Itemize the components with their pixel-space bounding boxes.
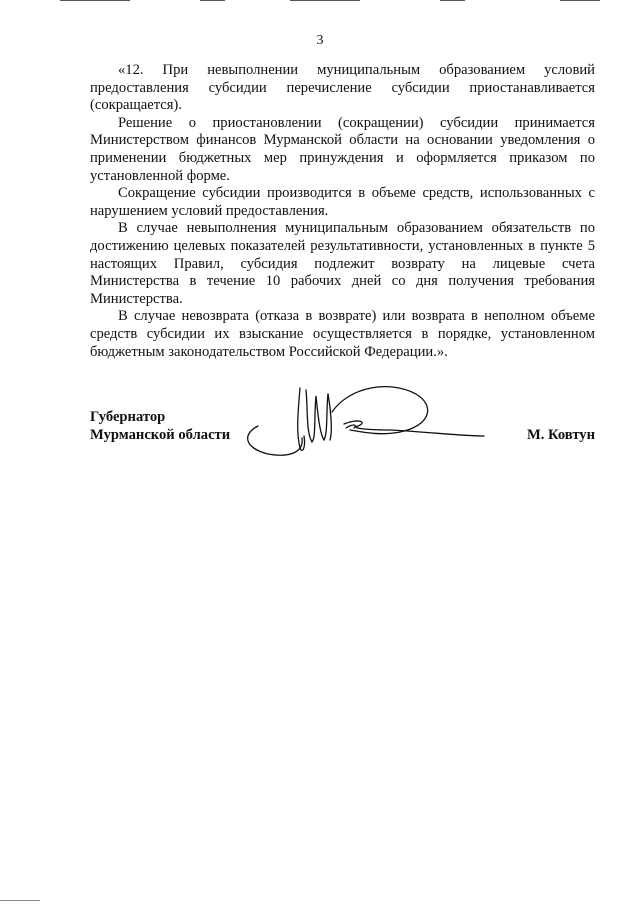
signatory-position xyxy=(90,408,230,444)
scan-edge-line xyxy=(60,0,130,1)
page-number: 3 xyxy=(316,33,324,48)
scan-edge-line xyxy=(200,0,225,1)
scan-edge-line xyxy=(560,0,600,1)
paragraph-3: Сокращение субсидии производится в объеме средств, использованных с нарушением условий предоставления. xyxy=(90,185,595,219)
scan-edge-line xyxy=(440,0,465,1)
handwritten-signature xyxy=(240,382,500,472)
paragraph-5: В случае невозврата (отказа в возврате) или возврата в неполном объеме средств субсидии их взыскание осуществляется в порядке, установленном бюджетным законодательством Российской Федерации.». xyxy=(90,308,595,360)
position-line-1: Губернатор xyxy=(90,409,166,425)
scan-edge-line xyxy=(290,0,360,1)
paragraph-1: «12. При невыполнении муниципальным образованием условий предоставления субсидии перечисление субсидии приостанавливается (сокращается). xyxy=(90,62,595,114)
scan-edge-line xyxy=(0,900,40,901)
document-body xyxy=(90,62,595,361)
paragraph-2: Решение о приостановлении (сокращении) субсидии принимается Министерством финансов Мурманской области на основании уведомления о применении бюджетных мер принуждения и оформляется приказом по установленной форме. xyxy=(90,114,595,184)
position-line-2: Мурманской области xyxy=(90,427,231,443)
paragraph-4: В случае невыполнения муниципальным образованием обязательств по достижению целевых показателей результативности, установленных в пункте 5 настоящих Правил, субсидия подлежит возврату на лицевые счета Министерства в течение 10 рабочих дней со дня получения требования Министерства. xyxy=(90,220,595,307)
signatory-name: М. Ковтун xyxy=(526,427,595,443)
